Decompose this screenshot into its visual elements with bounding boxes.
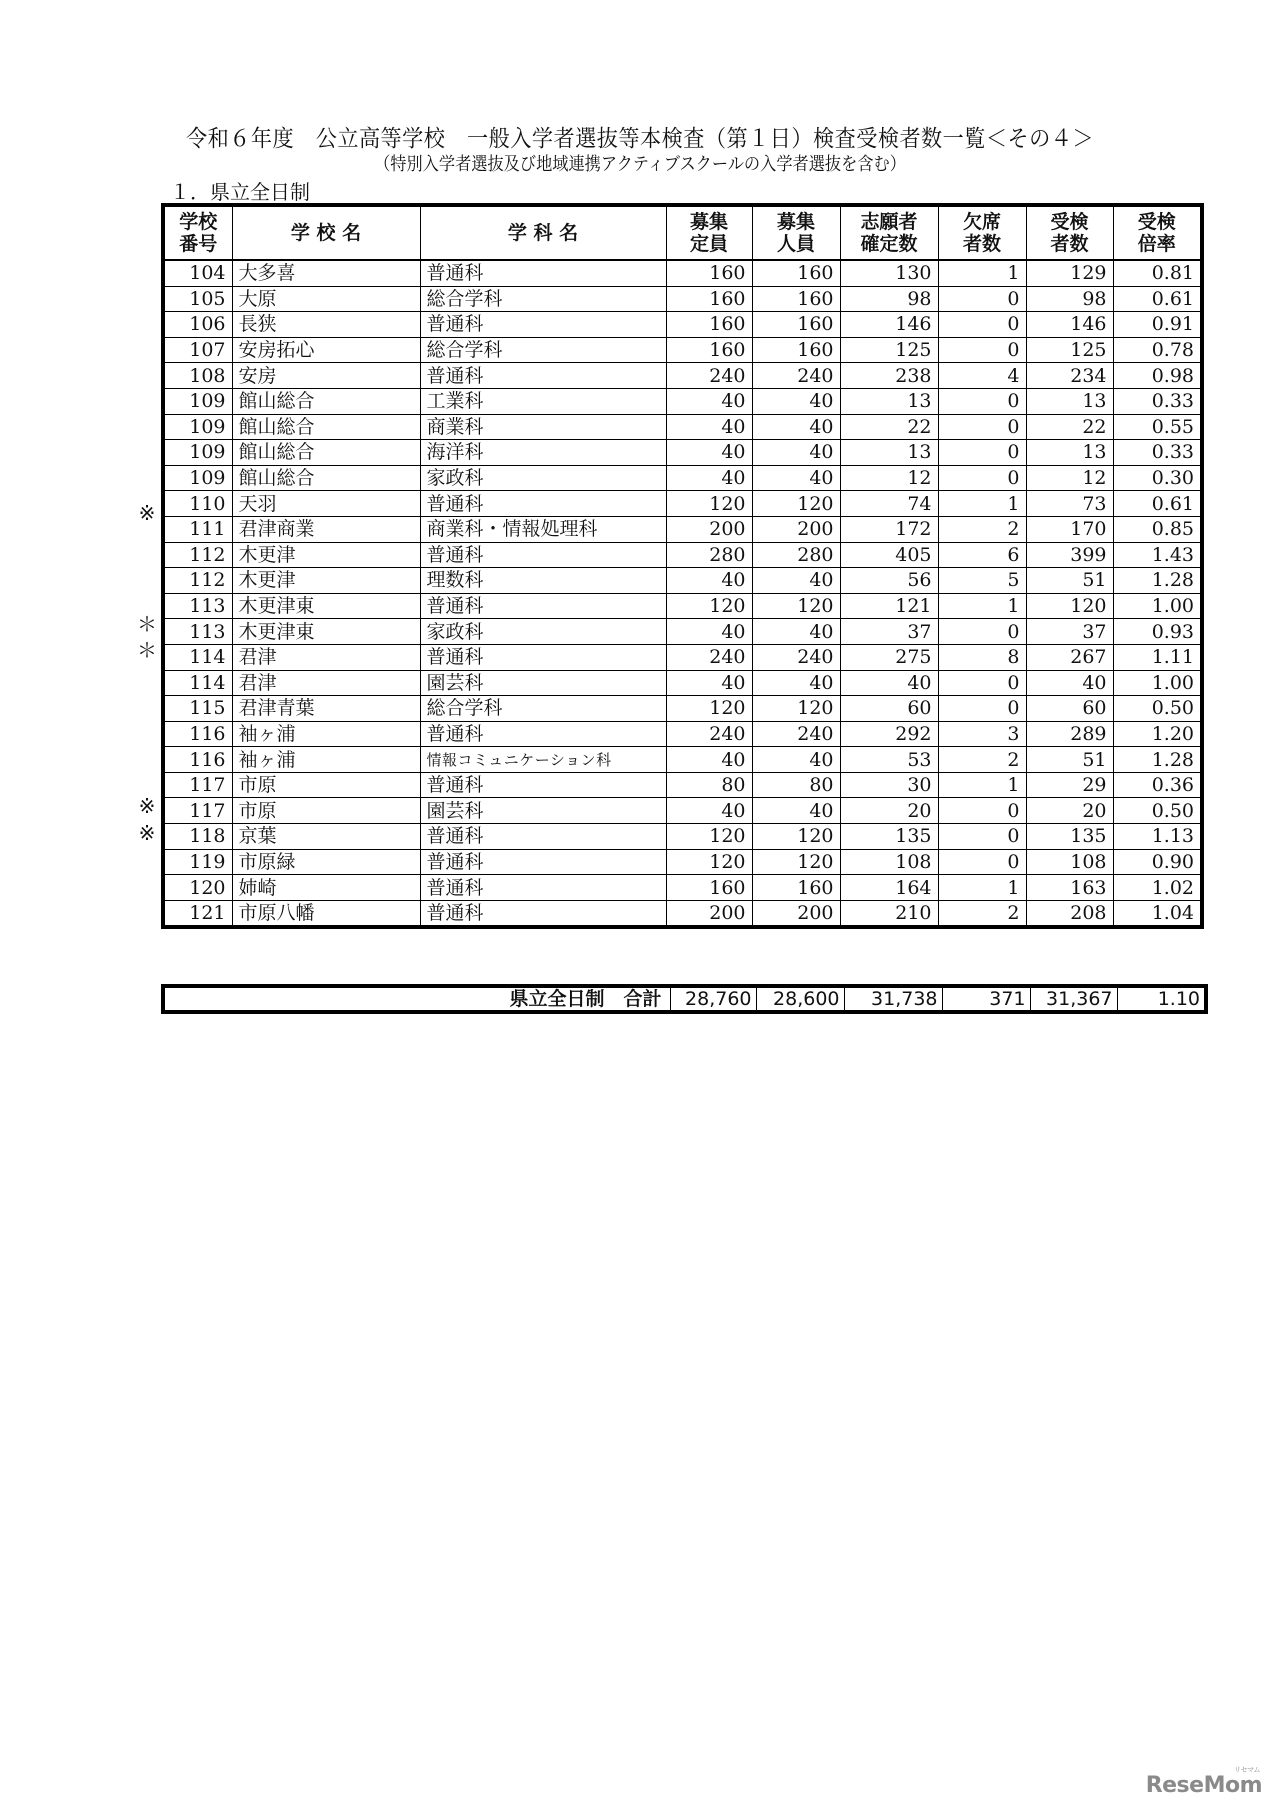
school-no-cell: 112 bbox=[163, 542, 232, 568]
dept-name-cell: 普通科 bbox=[420, 644, 666, 670]
school-no-cell: 109 bbox=[163, 388, 232, 414]
ratio-cell: 1.00 bbox=[1113, 670, 1202, 696]
capacity-cell: 40 bbox=[666, 414, 752, 440]
header-school-name: 学 校 名 bbox=[232, 205, 420, 260]
logo-text: ReseMom bbox=[1145, 1773, 1262, 1798]
ratio-cell: 0.81 bbox=[1113, 260, 1202, 286]
dept-name-cell: 園芸科 bbox=[420, 798, 666, 824]
applicants-cell: 135 bbox=[840, 824, 938, 850]
total-row bbox=[163, 986, 1206, 1012]
school-no-cell: 117 bbox=[163, 798, 232, 824]
capacity-cell: 160 bbox=[666, 260, 752, 286]
school-name-cell: 安房拓心 bbox=[232, 337, 420, 363]
dept-name-cell: 総合学科 bbox=[420, 337, 666, 363]
applicants-cell: 30 bbox=[840, 772, 938, 798]
recruit-cell: 40 bbox=[752, 798, 840, 824]
ratio-cell: 1.28 bbox=[1113, 747, 1202, 773]
table-row bbox=[163, 286, 1202, 312]
absent-cell: 1 bbox=[938, 772, 1026, 798]
school-no-cell: 116 bbox=[163, 721, 232, 747]
capacity-cell: 40 bbox=[666, 388, 752, 414]
absent-cell: 0 bbox=[938, 670, 1026, 696]
applicants-cell: 37 bbox=[840, 619, 938, 645]
table-row bbox=[163, 516, 1202, 542]
school-no-cell: 118 bbox=[163, 824, 232, 850]
dept-name-cell: 総合学科 bbox=[420, 696, 666, 722]
school-no-cell: 107 bbox=[163, 337, 232, 363]
applicants-cell: 125 bbox=[840, 337, 938, 363]
header-absent: 欠席 者数 bbox=[938, 205, 1026, 260]
recruit-cell: 120 bbox=[752, 491, 840, 517]
recruit-cell: 120 bbox=[752, 824, 840, 850]
applicants-cell: 98 bbox=[840, 286, 938, 312]
examinees-cell: 12 bbox=[1026, 465, 1113, 491]
applicants-cell: 108 bbox=[840, 849, 938, 875]
school-name-cell: 木更津 bbox=[232, 568, 420, 594]
examinees-cell: 146 bbox=[1026, 312, 1113, 338]
dept-name-cell: 商業科 bbox=[420, 414, 666, 440]
examinees-cell: 73 bbox=[1026, 491, 1113, 517]
table-row bbox=[163, 670, 1202, 696]
recruit-cell: 120 bbox=[752, 593, 840, 619]
ratio-cell: 0.61 bbox=[1113, 491, 1202, 517]
capacity-cell: 40 bbox=[666, 440, 752, 466]
total-recruit: 28,600 bbox=[756, 986, 844, 1012]
dept-name-cell: 普通科 bbox=[420, 363, 666, 389]
examinees-cell: 289 bbox=[1026, 721, 1113, 747]
examinees-cell: 129 bbox=[1026, 260, 1113, 286]
dept-name-cell: 普通科 bbox=[420, 312, 666, 338]
school-no-cell: 114 bbox=[163, 644, 232, 670]
total-examinees: 31,367 bbox=[1030, 986, 1117, 1012]
absent-cell: 0 bbox=[938, 414, 1026, 440]
school-name-cell: 市原八幡 bbox=[232, 900, 420, 927]
ratio-cell: 0.61 bbox=[1113, 286, 1202, 312]
school-name-cell: 姉崎 bbox=[232, 875, 420, 901]
applicants-cell: 56 bbox=[840, 568, 938, 594]
capacity-cell: 120 bbox=[666, 696, 752, 722]
total-table bbox=[161, 984, 1208, 1014]
table-row bbox=[163, 798, 1202, 824]
school-name-cell: 天羽 bbox=[232, 491, 420, 517]
table-row bbox=[163, 593, 1202, 619]
table-row bbox=[163, 465, 1202, 491]
ratio-cell: 1.20 bbox=[1113, 721, 1202, 747]
ratio-cell: 1.28 bbox=[1113, 568, 1202, 594]
row-note-mark: ※ bbox=[138, 794, 156, 818]
school-name-cell: 木更津東 bbox=[232, 593, 420, 619]
recruit-cell: 160 bbox=[752, 260, 840, 286]
examinees-cell: 13 bbox=[1026, 388, 1113, 414]
school-name-cell: 大原 bbox=[232, 286, 420, 312]
ratio-cell: 1.43 bbox=[1113, 542, 1202, 568]
absent-cell: 0 bbox=[938, 286, 1026, 312]
header-applicants: 志願者 確定数 bbox=[840, 205, 938, 260]
capacity-cell: 120 bbox=[666, 849, 752, 875]
school-name-cell: 大多喜 bbox=[232, 260, 420, 286]
school-name-cell: 長狭 bbox=[232, 312, 420, 338]
recruit-cell: 40 bbox=[752, 465, 840, 491]
capacity-cell: 200 bbox=[666, 900, 752, 927]
school-name-cell: 木更津東 bbox=[232, 619, 420, 645]
absent-cell: 0 bbox=[938, 312, 1026, 338]
table-body bbox=[163, 260, 1202, 927]
school-no-cell: 113 bbox=[163, 593, 232, 619]
table-row bbox=[163, 747, 1202, 773]
absent-cell: 2 bbox=[938, 900, 1026, 927]
school-name-cell: 袖ヶ浦 bbox=[232, 747, 420, 773]
dept-name-cell: 普通科 bbox=[420, 824, 666, 850]
absent-cell: 1 bbox=[938, 491, 1026, 517]
absent-cell: 0 bbox=[938, 824, 1026, 850]
applicants-cell: 238 bbox=[840, 363, 938, 389]
applicants-cell: 13 bbox=[840, 388, 938, 414]
header-ratio: 受検 倍率 bbox=[1113, 205, 1202, 260]
dept-name-cell: 家政科 bbox=[420, 465, 666, 491]
capacity-cell: 80 bbox=[666, 772, 752, 798]
recruit-cell: 40 bbox=[752, 568, 840, 594]
examinees-cell: 13 bbox=[1026, 440, 1113, 466]
applicants-cell: 405 bbox=[840, 542, 938, 568]
ratio-cell: 0.33 bbox=[1113, 388, 1202, 414]
total-capacity: 28,760 bbox=[670, 986, 756, 1012]
table-header-row bbox=[163, 205, 1202, 260]
section-heading: １．県立全日制 bbox=[170, 180, 310, 204]
absent-cell: 0 bbox=[938, 337, 1026, 363]
ratio-cell: 0.98 bbox=[1113, 363, 1202, 389]
row-note-mark: ※ bbox=[138, 820, 156, 845]
total-absent: 371 bbox=[942, 986, 1030, 1012]
examinees-cell: 170 bbox=[1026, 516, 1113, 542]
examinee-table bbox=[161, 203, 1204, 929]
school-no-cell: 110 bbox=[163, 491, 232, 517]
capacity-cell: 160 bbox=[666, 286, 752, 312]
dept-name-cell: 普通科 bbox=[420, 900, 666, 927]
resemom-logo bbox=[1145, 1766, 1262, 1798]
recruit-cell: 40 bbox=[752, 670, 840, 696]
examinees-cell: 37 bbox=[1026, 619, 1113, 645]
absent-cell: 0 bbox=[938, 440, 1026, 466]
dept-name-cell: 商業科・情報処理科 bbox=[420, 516, 666, 542]
capacity-cell: 160 bbox=[666, 337, 752, 363]
school-name-cell: 館山総合 bbox=[232, 414, 420, 440]
recruit-cell: 120 bbox=[752, 849, 840, 875]
table-row bbox=[163, 337, 1202, 363]
header-recruit: 募集 人員 bbox=[752, 205, 840, 260]
ratio-cell: 0.85 bbox=[1113, 516, 1202, 542]
dept-name-cell: 工業科 bbox=[420, 388, 666, 414]
table-row bbox=[163, 312, 1202, 338]
applicants-cell: 60 bbox=[840, 696, 938, 722]
ratio-cell: 0.78 bbox=[1113, 337, 1202, 363]
ratio-cell: 0.50 bbox=[1113, 696, 1202, 722]
table-row bbox=[163, 414, 1202, 440]
examinees-cell: 135 bbox=[1026, 824, 1113, 850]
dept-name-cell: 海洋科 bbox=[420, 440, 666, 466]
applicants-cell: 13 bbox=[840, 440, 938, 466]
applicants-cell: 292 bbox=[840, 721, 938, 747]
school-no-cell: 120 bbox=[163, 875, 232, 901]
examinees-cell: 40 bbox=[1026, 670, 1113, 696]
examinees-cell: 22 bbox=[1026, 414, 1113, 440]
dept-name-cell: 普通科 bbox=[420, 849, 666, 875]
absent-cell: 0 bbox=[938, 465, 1026, 491]
recruit-cell: 120 bbox=[752, 696, 840, 722]
absent-cell: 6 bbox=[938, 542, 1026, 568]
examinees-cell: 208 bbox=[1026, 900, 1113, 927]
ratio-cell: 1.00 bbox=[1113, 593, 1202, 619]
school-name-cell: 京葉 bbox=[232, 824, 420, 850]
school-name-cell: 市原 bbox=[232, 772, 420, 798]
header-school-no: 学校 番号 bbox=[163, 205, 232, 260]
school-no-cell: 111 bbox=[163, 516, 232, 542]
ratio-cell: 1.04 bbox=[1113, 900, 1202, 927]
recruit-cell: 160 bbox=[752, 286, 840, 312]
dept-name-cell: 普通科 bbox=[420, 772, 666, 798]
table-row bbox=[163, 363, 1202, 389]
capacity-cell: 120 bbox=[666, 824, 752, 850]
capacity-cell: 40 bbox=[666, 798, 752, 824]
school-no-cell: 109 bbox=[163, 440, 232, 466]
capacity-cell: 160 bbox=[666, 875, 752, 901]
ratio-cell: 1.13 bbox=[1113, 824, 1202, 850]
header-examinees: 受検 者数 bbox=[1026, 205, 1113, 260]
absent-cell: 1 bbox=[938, 875, 1026, 901]
school-no-cell: 112 bbox=[163, 568, 232, 594]
school-no-cell: 104 bbox=[163, 260, 232, 286]
applicants-cell: 22 bbox=[840, 414, 938, 440]
total-ratio: 1.10 bbox=[1117, 986, 1206, 1012]
table-row bbox=[163, 875, 1202, 901]
absent-cell: 3 bbox=[938, 721, 1026, 747]
dept-name-cell: 普通科 bbox=[420, 593, 666, 619]
recruit-cell: 240 bbox=[752, 721, 840, 747]
absent-cell: 8 bbox=[938, 644, 1026, 670]
capacity-cell: 120 bbox=[666, 491, 752, 517]
table-row bbox=[163, 696, 1202, 722]
absent-cell: 0 bbox=[938, 696, 1026, 722]
dept-name-cell: 普通科 bbox=[420, 491, 666, 517]
dept-name-cell: 家政科 bbox=[420, 619, 666, 645]
capacity-cell: 240 bbox=[666, 644, 752, 670]
ratio-cell: 0.50 bbox=[1113, 798, 1202, 824]
applicants-cell: 12 bbox=[840, 465, 938, 491]
recruit-cell: 240 bbox=[752, 644, 840, 670]
capacity-cell: 40 bbox=[666, 670, 752, 696]
school-name-cell: 館山総合 bbox=[232, 465, 420, 491]
dept-name-cell: 普通科 bbox=[420, 542, 666, 568]
capacity-cell: 160 bbox=[666, 312, 752, 338]
recruit-cell: 80 bbox=[752, 772, 840, 798]
ratio-cell: 1.11 bbox=[1113, 644, 1202, 670]
absent-cell: 2 bbox=[938, 747, 1026, 773]
applicants-cell: 130 bbox=[840, 260, 938, 286]
row-note-mark: ※ bbox=[138, 501, 156, 526]
dept-name-cell: 総合学科 bbox=[420, 286, 666, 312]
applicants-cell: 146 bbox=[840, 312, 938, 338]
ratio-cell: 0.30 bbox=[1113, 465, 1202, 491]
examinees-cell: 267 bbox=[1026, 644, 1113, 670]
table-row bbox=[163, 388, 1202, 414]
table-row bbox=[163, 900, 1202, 927]
school-no-cell: 117 bbox=[163, 772, 232, 798]
ratio-cell: 0.36 bbox=[1113, 772, 1202, 798]
school-name-cell: 袖ヶ浦 bbox=[232, 721, 420, 747]
recruit-cell: 40 bbox=[752, 388, 840, 414]
ratio-cell: 1.02 bbox=[1113, 875, 1202, 901]
school-no-cell: 114 bbox=[163, 670, 232, 696]
school-name-cell: 館山総合 bbox=[232, 440, 420, 466]
capacity-cell: 40 bbox=[666, 465, 752, 491]
table-row bbox=[163, 542, 1202, 568]
dept-name-cell: 理数科 bbox=[420, 568, 666, 594]
school-name-cell: 市原緑 bbox=[232, 849, 420, 875]
table-row bbox=[163, 491, 1202, 517]
row-note-mark: ＊ bbox=[137, 638, 157, 663]
examinees-cell: 120 bbox=[1026, 593, 1113, 619]
school-name-cell: 木更津 bbox=[232, 542, 420, 568]
school-no-cell: 105 bbox=[163, 286, 232, 312]
examinees-cell: 51 bbox=[1026, 747, 1113, 773]
dept-name-cell: 普通科 bbox=[420, 875, 666, 901]
school-no-cell: 119 bbox=[163, 849, 232, 875]
examinees-cell: 108 bbox=[1026, 849, 1113, 875]
recruit-cell: 240 bbox=[752, 363, 840, 389]
ratio-cell: 0.90 bbox=[1113, 849, 1202, 875]
applicants-cell: 210 bbox=[840, 900, 938, 927]
school-name-cell: 君津 bbox=[232, 670, 420, 696]
recruit-cell: 40 bbox=[752, 414, 840, 440]
table-row bbox=[163, 619, 1202, 645]
applicants-cell: 121 bbox=[840, 593, 938, 619]
table-row bbox=[163, 644, 1202, 670]
absent-cell: 1 bbox=[938, 593, 1026, 619]
absent-cell: 2 bbox=[938, 516, 1026, 542]
examinees-cell: 51 bbox=[1026, 568, 1113, 594]
recruit-cell: 160 bbox=[752, 312, 840, 338]
examinees-cell: 29 bbox=[1026, 772, 1113, 798]
table-row bbox=[163, 772, 1202, 798]
school-name-cell: 君津青葉 bbox=[232, 696, 420, 722]
school-no-cell: 116 bbox=[163, 747, 232, 773]
recruit-cell: 200 bbox=[752, 516, 840, 542]
examinees-cell: 60 bbox=[1026, 696, 1113, 722]
examinees-cell: 163 bbox=[1026, 875, 1113, 901]
recruit-cell: 200 bbox=[752, 900, 840, 927]
school-name-cell: 安房 bbox=[232, 363, 420, 389]
absent-cell: 0 bbox=[938, 798, 1026, 824]
recruit-cell: 280 bbox=[752, 542, 840, 568]
school-no-cell: 109 bbox=[163, 414, 232, 440]
school-no-cell: 113 bbox=[163, 619, 232, 645]
table-row bbox=[163, 440, 1202, 466]
total-applicants: 31,738 bbox=[844, 986, 942, 1012]
school-no-cell: 108 bbox=[163, 363, 232, 389]
recruit-cell: 40 bbox=[752, 619, 840, 645]
recruit-cell: 160 bbox=[752, 875, 840, 901]
examinees-cell: 20 bbox=[1026, 798, 1113, 824]
document-subtitle: （特別入学者選抜及び地域連携アクティブスクールの入学者選抜を含む） bbox=[374, 154, 906, 175]
absent-cell: 5 bbox=[938, 568, 1026, 594]
total-label: 県立全日制 合計 bbox=[163, 986, 670, 1012]
logo-ruby: リセマム bbox=[1234, 1766, 1260, 1774]
applicants-cell: 275 bbox=[840, 644, 938, 670]
capacity-cell: 240 bbox=[666, 363, 752, 389]
recruit-cell: 40 bbox=[752, 747, 840, 773]
school-name-cell: 館山総合 bbox=[232, 388, 420, 414]
dept-name-cell: 普通科 bbox=[420, 721, 666, 747]
capacity-cell: 200 bbox=[666, 516, 752, 542]
applicants-cell: 20 bbox=[840, 798, 938, 824]
ratio-cell: 0.91 bbox=[1113, 312, 1202, 338]
school-no-cell: 109 bbox=[163, 465, 232, 491]
absent-cell: 0 bbox=[938, 619, 1026, 645]
ratio-cell: 0.93 bbox=[1113, 619, 1202, 645]
applicants-cell: 172 bbox=[840, 516, 938, 542]
school-name-cell: 君津 bbox=[232, 644, 420, 670]
capacity-cell: 120 bbox=[666, 593, 752, 619]
ratio-cell: 0.33 bbox=[1113, 440, 1202, 466]
capacity-cell: 40 bbox=[666, 619, 752, 645]
recruit-cell: 160 bbox=[752, 337, 840, 363]
table-row bbox=[163, 721, 1202, 747]
capacity-cell: 280 bbox=[666, 542, 752, 568]
capacity-cell: 240 bbox=[666, 721, 752, 747]
absent-cell: 0 bbox=[938, 849, 1026, 875]
header-dept-name: 学 科 名 bbox=[420, 205, 666, 260]
school-no-cell: 115 bbox=[163, 696, 232, 722]
capacity-cell: 40 bbox=[666, 568, 752, 594]
table-row bbox=[163, 824, 1202, 850]
school-name-cell: 市原 bbox=[232, 798, 420, 824]
applicants-cell: 74 bbox=[840, 491, 938, 517]
dept-name-cell: 情報コミュニケーション科 bbox=[420, 747, 666, 773]
school-no-cell: 121 bbox=[163, 900, 232, 927]
table-row bbox=[163, 568, 1202, 594]
applicants-cell: 40 bbox=[840, 670, 938, 696]
applicants-cell: 164 bbox=[840, 875, 938, 901]
dept-name-cell: 普通科 bbox=[420, 260, 666, 286]
examinees-cell: 234 bbox=[1026, 363, 1113, 389]
row-note-mark: ＊ bbox=[137, 611, 157, 636]
absent-cell: 4 bbox=[938, 363, 1026, 389]
absent-cell: 0 bbox=[938, 388, 1026, 414]
recruit-cell: 40 bbox=[752, 440, 840, 466]
table-row bbox=[163, 849, 1202, 875]
document-title: 令和６年度 公立高等学校 一般入学者選抜等本検査（第１日）検査受検者数一覧＜その４＞ bbox=[185, 126, 1095, 152]
table-row bbox=[163, 260, 1202, 286]
dept-name-cell: 園芸科 bbox=[420, 670, 666, 696]
examinees-cell: 399 bbox=[1026, 542, 1113, 568]
examinees-cell: 125 bbox=[1026, 337, 1113, 363]
header-capacity: 募集 定員 bbox=[666, 205, 752, 260]
examinees-cell: 98 bbox=[1026, 286, 1113, 312]
school-name-cell: 君津商業 bbox=[232, 516, 420, 542]
school-no-cell: 106 bbox=[163, 312, 232, 338]
absent-cell: 1 bbox=[938, 260, 1026, 286]
applicants-cell: 53 bbox=[840, 747, 938, 773]
ratio-cell: 0.55 bbox=[1113, 414, 1202, 440]
capacity-cell: 40 bbox=[666, 747, 752, 773]
